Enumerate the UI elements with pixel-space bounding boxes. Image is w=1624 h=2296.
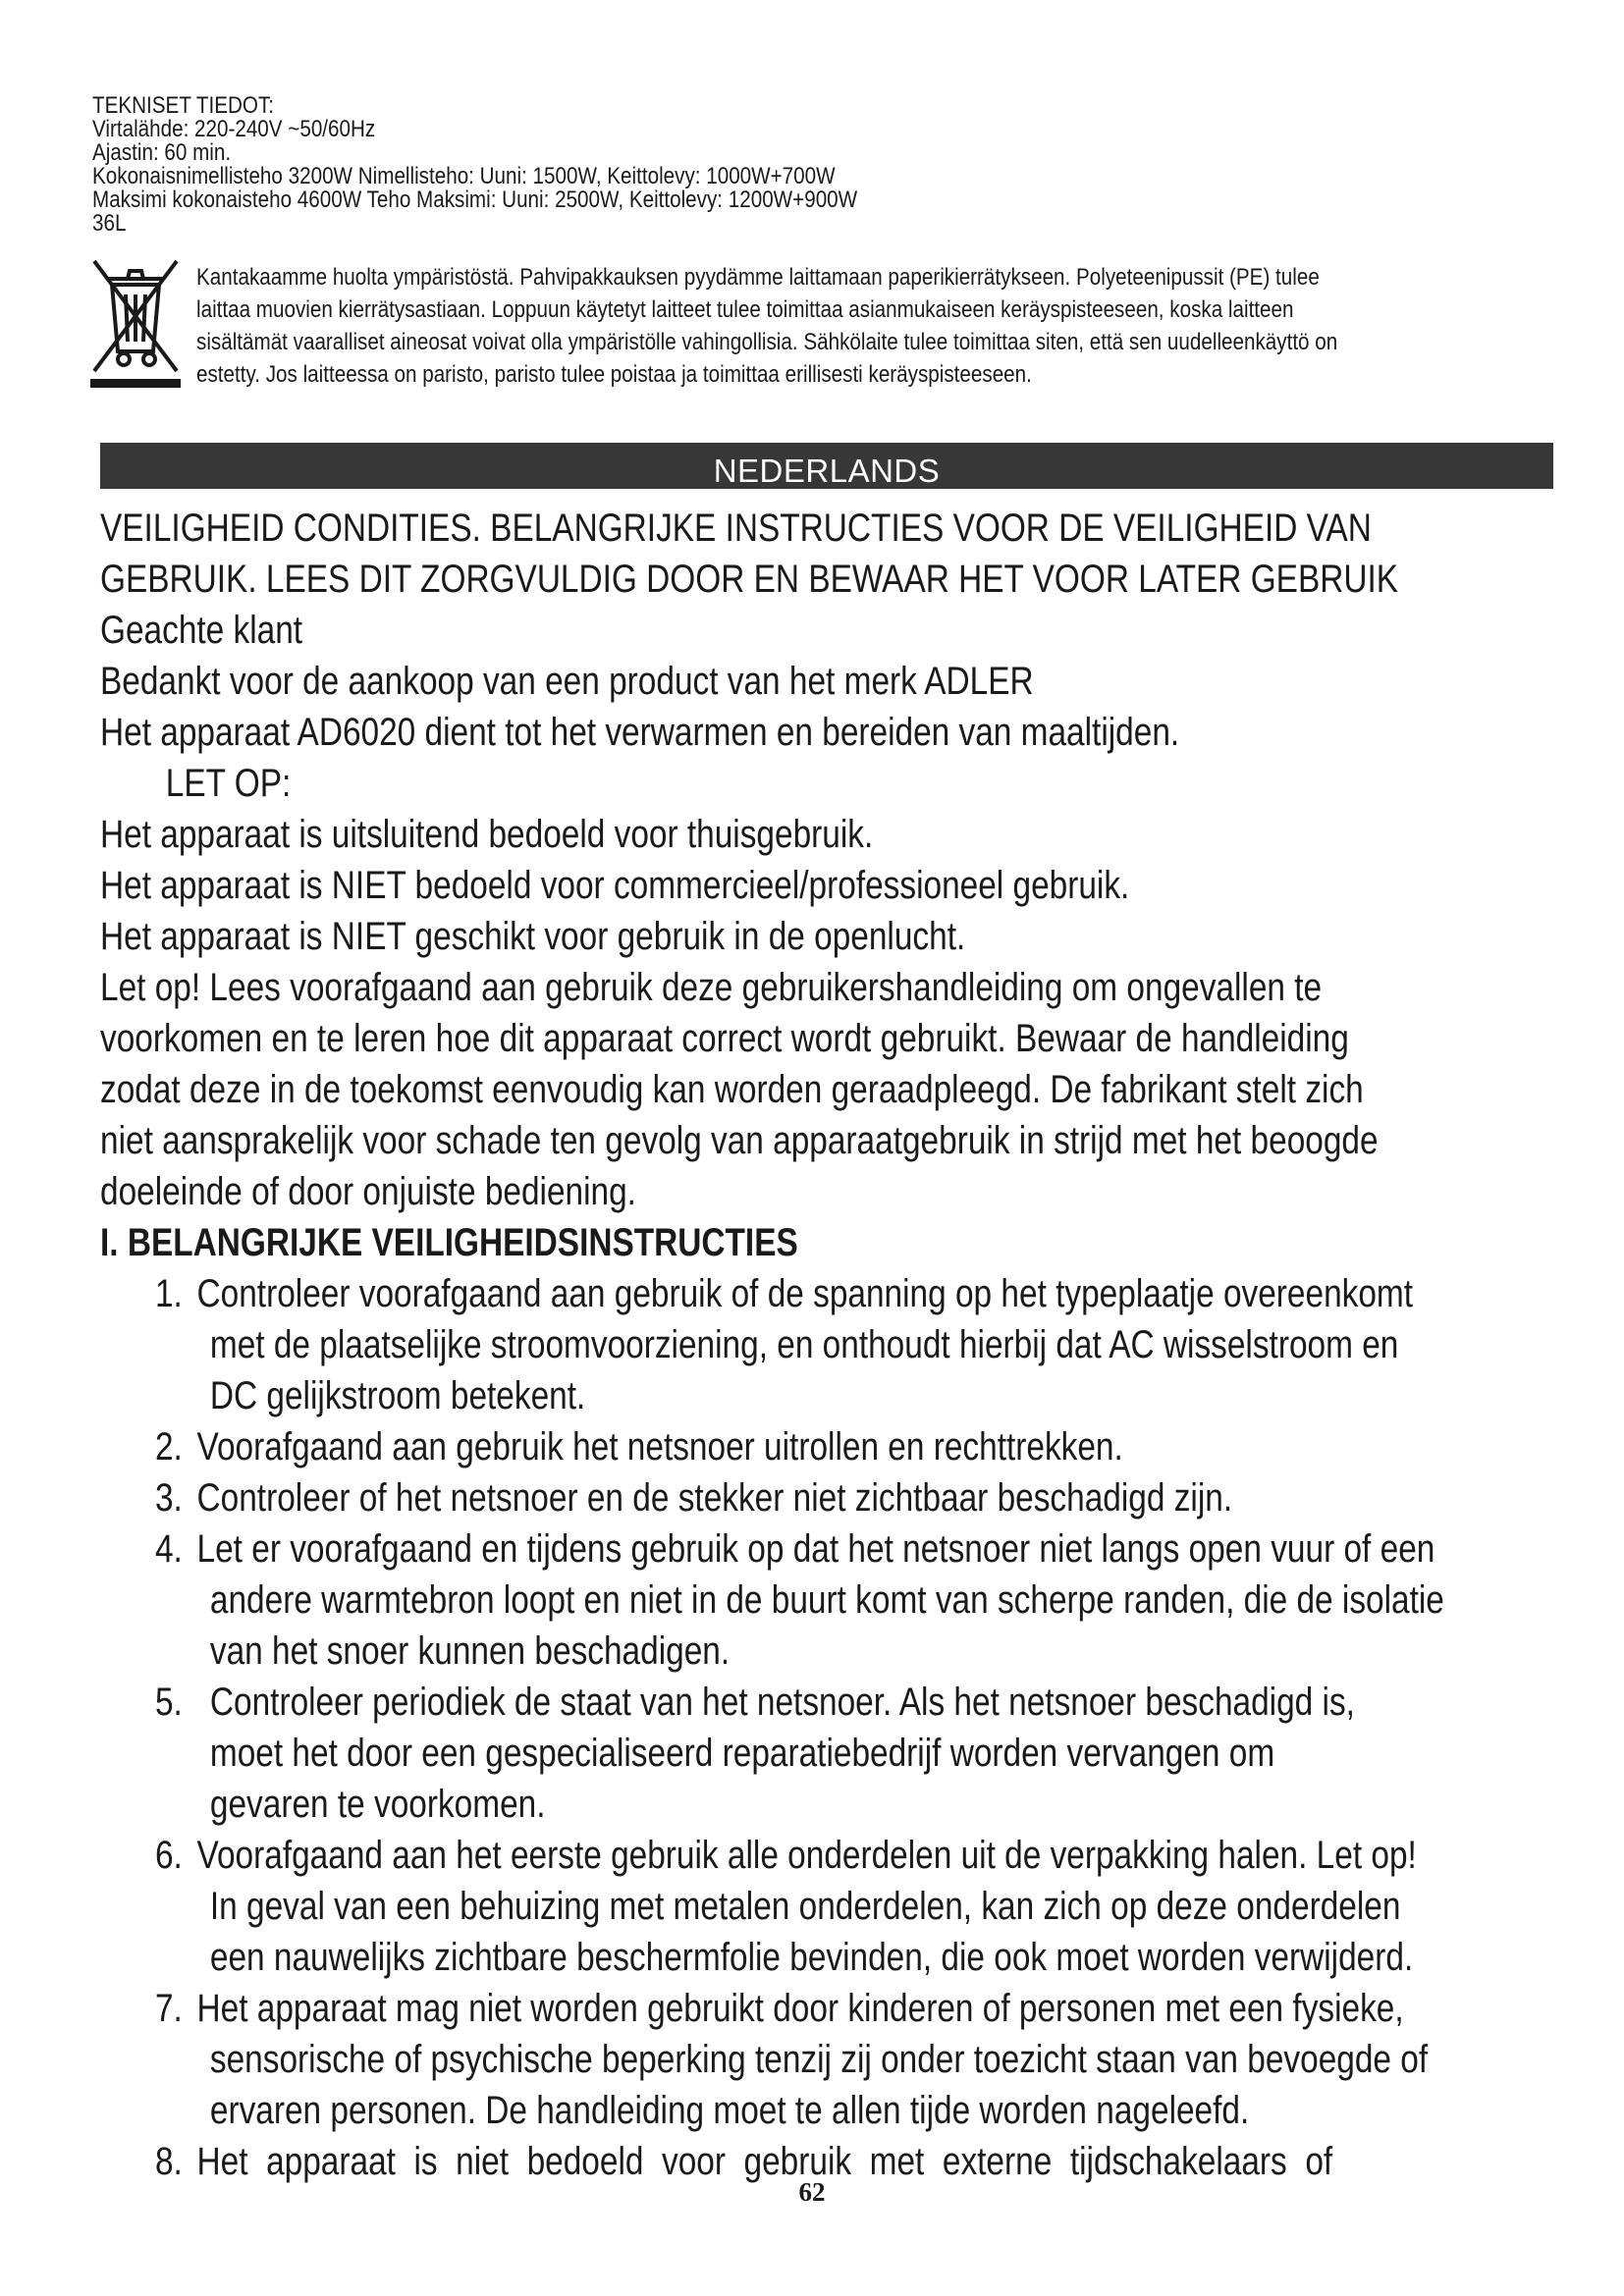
item-text: andere warmtebron loopt en niet in de buurt komt van scherpe randen, die de isolatie [209,1578,1444,1622]
greeting: Geachte klant [100,609,303,652]
weee-line: laittaa muovien kierrätysastiaan. Loppuun käytetyt laitteet tulee toimittaa asianmukaiseen keräyspisteeseen, koska laitteen [196,296,1294,323]
item-text: Het apparaat mag niet worden gebruikt door kinderen of personen met een fysieke, [196,1987,1404,2030]
item-text: sensorische of psychische beperking tenzij zij onder toezicht staan van bevoegde of [209,2038,1429,2081]
weee-line: sisältämät vaaralliset aineosat voivat olla ympäristölle vahingollisia. Sähkölaite tulee toimittaa siten, että sen uudelleenkäyttö on [196,329,1338,355]
list-item [100,1421,1600,1472]
list-item [100,1983,1600,2034]
warning-line: doeleinde of door onjuiste bediening. [100,1170,636,1213]
item-number: 2. [154,1425,183,1468]
specs-line: TEKNISET TIEDOT: [92,92,275,119]
item-text: van het snoer kunnen beschadigen. [209,1629,731,1673]
thanks-line: Bedankt voor de aankoop van een product van het merk ADLER [100,660,1034,703]
item-number: 7. [154,1987,183,2030]
item-number: 4. [154,1527,183,1571]
specs-line: Ajastin: 60 min. [92,139,232,166]
item-text: In geval van een behuizing met metalen onderdelen, kan zich op deze onderdelen [209,1885,1401,1928]
section-heading: I. BELANGRIJKE VEILIGHEIDSINSTRUCTIES [100,1221,798,1264]
item-text: Let er voorafgaand en tijdens gebruik op dat het netsnoer niet langs open vuur of een [196,1527,1435,1571]
item-text: Voorafgaand aan gebruik het netsnoer uitrollen en rechttrekken. [196,1425,1123,1468]
not-commercial-line: Het apparaat is NIET bedoeld voor commercieel/professioneel gebruik. [100,864,1130,907]
item-number: 5. [154,1681,183,1724]
item-number: 8. [154,2140,183,2183]
purpose-line: Het apparaat AD6020 dient tot het verwarmen en bereiden van maaltijden. [100,711,1180,754]
technical-specs [92,94,1317,236]
item-text: Controleer of het netsnoer en de stekker niet zichtbaar beschadigd zijn. [196,1476,1233,1520]
list-item [100,1830,1600,1881]
document-title-line: VEILIGHEID CONDITIES. BELANGRIJKE INSTRUCTIES VOOR DE VEILIGHEID VAN [100,507,1372,550]
item-text: moet het door een gespecialiseerd reparatiebedrijf worden vervangen om [209,1732,1275,1775]
item-text: een nauwelijks zichtbare beschermfolie bevinden, die ook moet worden verwijderd. [209,1936,1414,1979]
weee-notice [196,261,1547,391]
attention-label: LET OP: [165,762,292,805]
item-text: Voorafgaand aan het eerste gebruik alle onderdelen uit de verpakking halen. Let op! [196,1834,1417,1877]
warning-line: zodat deze in de toekomst eenvoudig kan worden geraadpleegd. De fabrikant stelt zich [100,1068,1364,1111]
language-header: NEDERLANDS [100,443,1553,489]
home-use-line: Het apparaat is uitsluitend bedoeld voor thuisgebruik. [100,813,874,856]
item-text: gevaren te voorkomen. [209,1783,546,1826]
weee-line: Kantakaamme huolta ympäristöstä. Pahvipakkauksen pyydämme laittamaan paperikierrätykseen. Polyeteenipussit (PE) tulee [196,264,1320,291]
list-item [100,1677,1600,1728]
crossed-bin-icon [88,257,183,391]
specs-line: Maksimi kokonaisteho 4600W Teho Maksimi: Uuni: 2500W, Keittolevy: 1200W+900W [92,187,858,213]
page-number: 62 [798,2177,826,2207]
item-number: 1. [154,1272,183,1315]
document-title-line: GEBRUIK. LEES DIT ZORGVULDIG DOOR EN BEWAAR HET VOOR LATER GEBRUIK [100,558,1399,601]
item-text: ervaren personen. De handleiding moet te allen tijde worden nageleefd. [209,2089,1250,2132]
not-outdoor-line: Het apparaat is NIET geschikt voor gebruik in de openlucht. [100,915,966,958]
warning-line: voorkomen en te leren hoe dit apparaat correct wordt gebruikt. Bewaar de handleiding [100,1017,1349,1060]
list-item [100,1472,1600,1523]
main-content [100,503,1600,2187]
item-text: Het apparaat is niet bedoeld voor gebruik met externe tijdschakelaars of [196,2140,1333,2183]
list-item [100,1523,1600,1575]
warning-line: niet aansprakelijk voor schade ten gevolg van apparaatgebruik in strijd met het beoogde [100,1119,1379,1162]
item-text: Controleer voorafgaand aan gebruik of de spanning op het typeplaatje overeenkomt [196,1272,1414,1315]
specs-line: Kokonaisnimellisteho 3200W Nimellisteho: Uuni: 1500W, Keittolevy: 1000W+700W [92,163,836,189]
weee-line: estetty. Jos laitteessa on paristo, paristo tulee poistaa ja toimittaa erillisesti keräyspisteeseen. [196,361,1032,388]
item-text: DC gelijkstroom betekent. [209,1374,586,1417]
item-text: Controleer periodiek de staat van het netsnoer. Als het netsnoer beschadigd is, [209,1681,1355,1724]
item-text: met de plaatselijke stroomvoorziening, en onthoudt hierbij dat AC wisselstroom en [209,1323,1399,1366]
item-number: 3. [154,1476,183,1520]
specs-line: Virtalähde: 220-240V ~50/60Hz [92,116,376,142]
warning-line: Let op! Lees voorafgaand aan gebruik deze gebruikershandleiding om ongevallen te [100,966,1323,1009]
list-item [100,1268,1600,1319]
specs-line: 36L [92,210,127,237]
item-number: 6. [154,1834,183,1877]
